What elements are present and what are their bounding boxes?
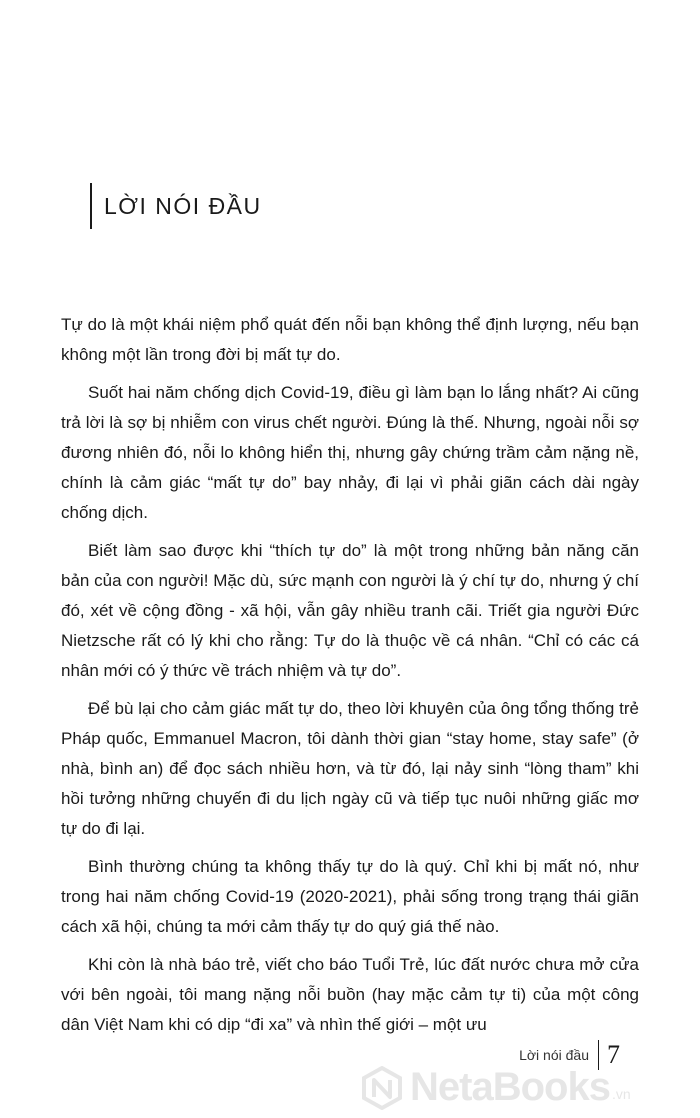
watermark-suffix: .vn xyxy=(611,1086,631,1102)
paragraph: Để bù lại cho cảm giác mất tự do, theo lời khuyên của ông tổng thống trẻ Pháp quốc, Emmanuel Macron, tôi dành thời gian “stay home, stay safe” (ở nhà, bình an) để đọc sách nhiều hơn, và từ đó, lại nảy sinh “lòng tham” khi hồi tưởng những chuyến đi du lịch ngày cũ và tiếp tục nuôi những giấc mơ tự do đi lại. xyxy=(61,699,639,838)
watermark-text: NetaBooks xyxy=(410,1065,610,1109)
paragraph: Khi còn là nhà báo trẻ, viết cho báo Tuổi Trẻ, lúc đất nước chưa mở cửa với bên ngoài, tôi mang nặng nỗi buồn (hay mặc cảm tự ti) của một công dân Việt Nam khi có dịp “đi xa” và nhìn thế giới – một ưu xyxy=(61,955,639,1034)
paragraph: Tự do là một khái niệm phổ quát đến nỗi bạn không thể định lượng, nếu bạn không một lần trong đời bị mất tự do. xyxy=(61,315,639,364)
running-footer-label: Lời nói đầu xyxy=(519,1047,589,1063)
heading-rule xyxy=(90,183,92,229)
page-number: 7 xyxy=(607,1040,620,1069)
chapter-heading-block xyxy=(90,183,262,229)
paragraph: Bình thường chúng ta không thấy tự do là quý. Chỉ khi bị mất nó, như trong hai năm chống Covid-19 (2020-2021), phải sống trong trạng thái giãn cách xã hội, chúng ta mới cảm thấy tự do quý giá thế nào. xyxy=(61,857,639,936)
body-text xyxy=(61,310,639,1048)
netabooks-logo-icon xyxy=(360,1066,404,1110)
watermark xyxy=(360,1065,631,1110)
paragraph: Suốt hai năm chống dịch Covid-19, điều gì làm bạn lo lắng nhất? Ai cũng trả lời là sợ bị nhiễm con virus chết người. Đúng là thế. Nhưng, ngoài nỗi sợ đương nhiên đó, nỗi lo không hiển thị, nhưng gây chứng trầm cảm nặng nề, chính là cảm giác “mất tự do” bay nhảy, đi lại vì phải giãn cách dài ngày chống dịch. xyxy=(61,383,639,522)
chapter-title: LỜI NÓI ĐẦU xyxy=(104,192,262,219)
paragraph: Biết làm sao được khi “thích tự do” là một trong những bản năng căn bản của con người! Mặc dù, sức mạnh con người là ý chí tự do, nhưng ý chí đó, xét về cộng đồng - xã hội, vẫn gây nhiều tranh cãi. Triết gia người Đức Nietzsche rất có lý khi cho rằng: Tự do là thuộc về cá nhân. “Chỉ có các cá nhân mới có ý thức về trách nhiệm và tự do”. xyxy=(61,541,639,680)
